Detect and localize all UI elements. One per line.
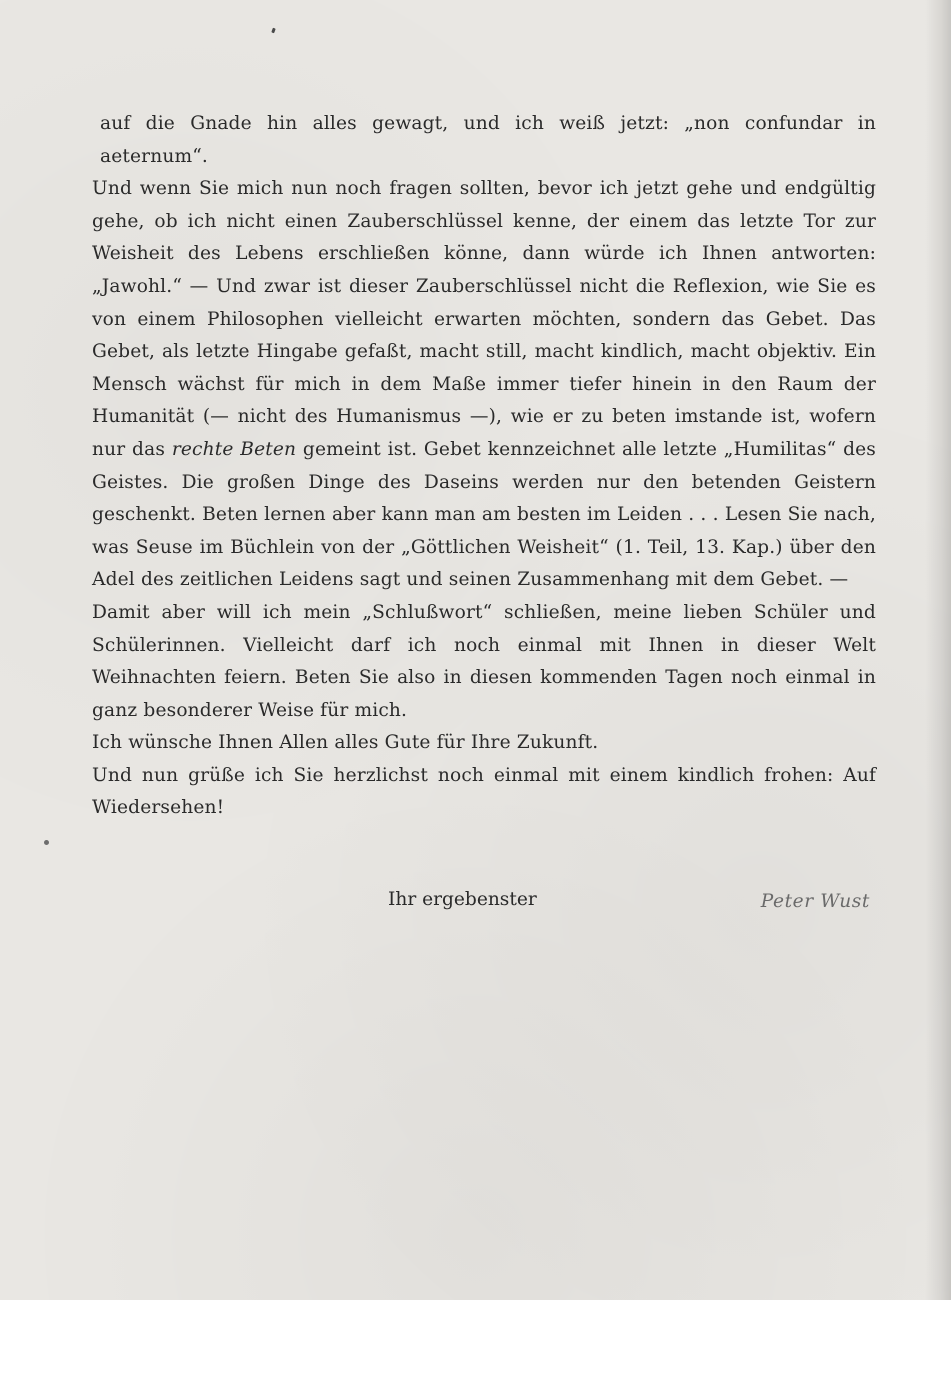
paragraph bbox=[92, 760, 876, 825]
page-edge-shadow bbox=[925, 0, 951, 1300]
text-segment: auf die Gnade hin alles gewagt, und ich weiß jetzt: „non confundar in aeternum“. bbox=[100, 113, 876, 167]
text-segment: gemeint ist. Gebet kennzeichnet alle letzte „Humilitas“ des Geistes. Die großen Dinge des Daseins werden nur den betenden Geistern geschenkt. Beten lernen aber kann man am besten im Leiden . . . Lesen Sie nach, was Seuse im Büchlein von der „Göttlichen Weisheit“ (1. Teil, 13. Kap.) über den Adel des zeitlichen Leidens sagt und seinen Zusammenhang mit dem Gebet. — bbox=[92, 438, 877, 591]
paragraph bbox=[92, 173, 876, 597]
text-segment: Damit aber will ich mein „Schlußwort“ schließen, meine lieben Schüler und Schülerinnen. Vielleicht darf ich noch einmal mit Ihnen in dieser Welt Weihnachten feiern. Beten Sie also in diesen kommenden Tagen noch einmal in ganz besonderer Weise für mich. bbox=[92, 601, 876, 721]
letter-body bbox=[92, 108, 876, 825]
ink-speck bbox=[44, 840, 49, 845]
closing-line bbox=[92, 884, 876, 918]
text-segment: Und wenn Sie mich nun noch fragen sollten, bevor ich jetzt gehe und endgültig gehe, ob ich nicht einen Zauberschlüssel kenne, der einem das letzte Tor zur Weisheit des Lebens erschließen könne, dann würde ich Ihnen antworten: „Jawohl.“ — Und zwar ist dieser Zauberschlüssel nicht die Reflexion, wie Sie es von einem Philosophen vielleicht erwarten möchten, sondern das Gebet. Das Gebet, als letzte Hingabe gefaßt, macht still, macht kindlich, macht objektiv. Ein Mensch wächst für mich in dem Maße immer tiefer hinein in den Raum der Humanität (— nicht des Humanismus —), wie er zu beten imstande ist, wofern nur das bbox=[92, 178, 876, 460]
ink-speck bbox=[271, 28, 276, 34]
paragraph bbox=[92, 108, 876, 173]
text-segment: Ich wünsche Ihnen Allen alles Gute für Ihre Zukunft. bbox=[92, 732, 599, 754]
paragraph bbox=[92, 727, 876, 760]
closing-phrase: Ihr ergebenster bbox=[388, 889, 537, 910]
paragraph bbox=[92, 597, 876, 727]
signature: Peter Wust bbox=[760, 891, 870, 912]
italic-text-segment: rechte Beten bbox=[171, 438, 297, 460]
text-segment: Und nun grüße ich Sie herzlichst noch einmal mit einem kindlich frohen: Auf Wiedersehen! bbox=[92, 764, 876, 819]
